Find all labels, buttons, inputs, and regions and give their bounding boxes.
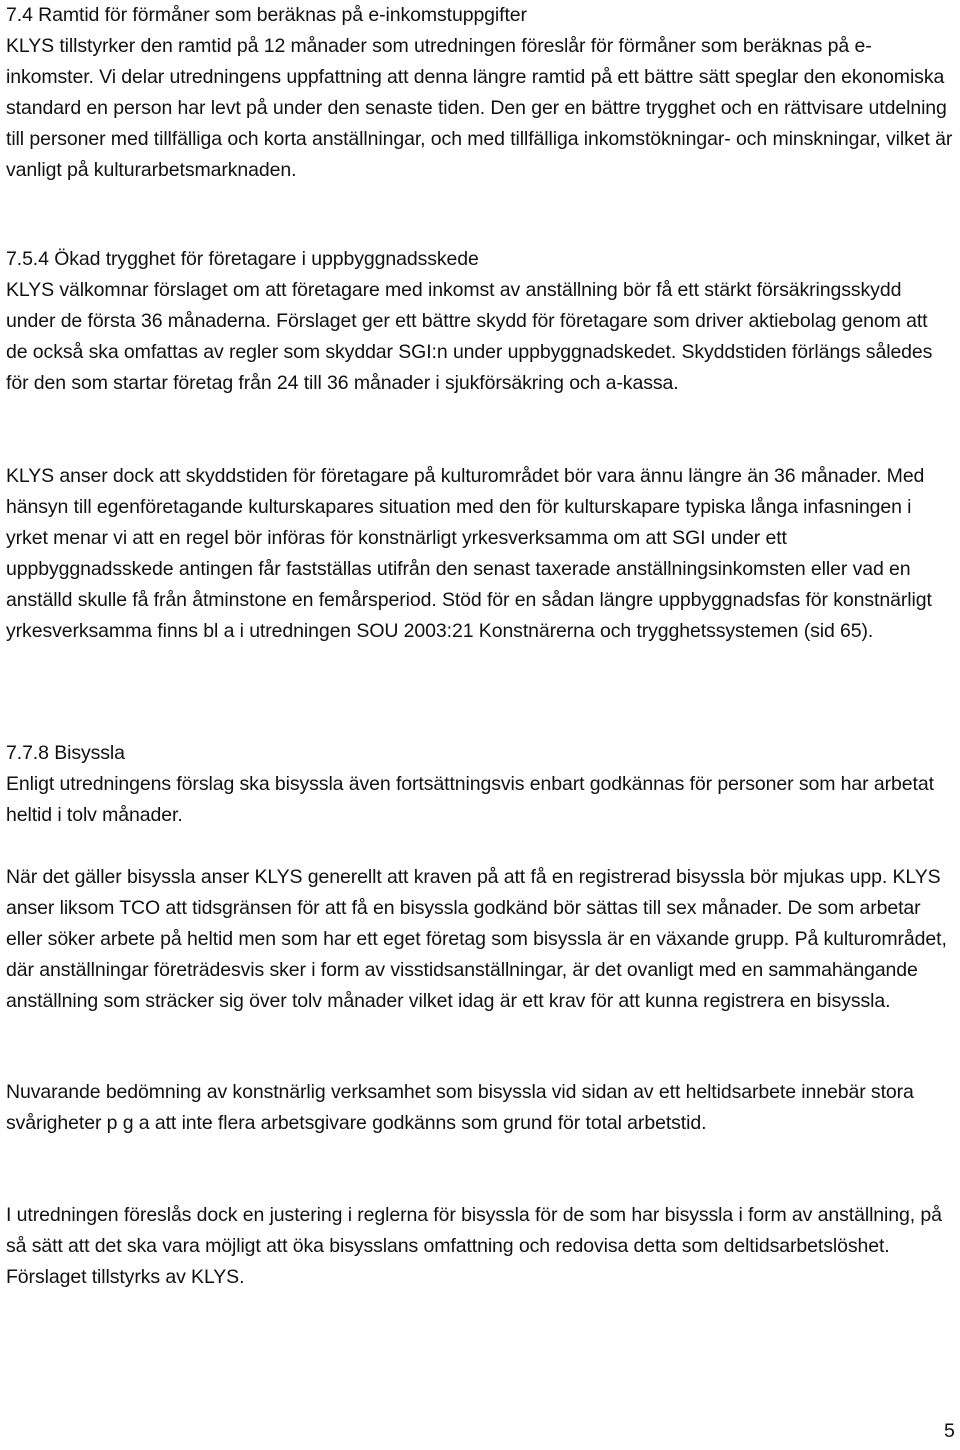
paragraph-text: När det gäller bisyssla anser KLYS generellt att kraven på att få en registrerad bisyssla bör mjukas upp. KLYS anser liksom TCO att tidsgränsen för att få en bisyssla godkänd bör sättas till sex månader. De som arbetar eller söker arbete på heltid men som har ett eget företag som bisyssla är en växande grupp. På kulturområdet, där anställningar företrädesvis sker i form av visstidsanställningar, är det ovanligt med en sammahängande anställning som sträcker sig över tolv månader vilket idag är ett krav för att kunna registrera en bisyssla.: [6, 866, 947, 1012]
paragraph-bedomning: [6, 1077, 954, 1139]
section-body-7-7-8: Enligt utredningens förslag ska bisyssla även fortsättningsvis enbart godkännas för personer som har arbetat heltid i tolv månader.: [6, 773, 934, 826]
section-heading-7-4: 7.4 Ramtid för förmåner som beräknas på e-inkomstuppgifter: [6, 4, 527, 26]
section-7-5-4: [6, 244, 954, 399]
paragraph-justering: [6, 1200, 954, 1293]
page-number: 5: [944, 1420, 955, 1442]
section-heading-7-5-4: 7.5.4 Ökad trygghet för företagare i uppbyggnadsskede: [6, 248, 479, 270]
section-body-7-5-4: KLYS välkomnar förslaget om att företagare med inkomst av anställning bör få ett stärkt försäkringsskydd under de första 36 månaderna. Förslaget ger ett bättre skydd för företagare som driver aktiebolag genom att de också ska omfattas av regler som skyddar SGI:n under uppbyggnadskedet. Skyddstiden förlängs således för den som startar företag från 24 till 36 månader i sjukförsäkring och a-kassa.: [6, 279, 933, 394]
paragraph-text: KLYS anser dock att skyddstiden för företagare på kulturområdet bör vara ännu längre än 36 månader. Med hänsyn till egenföretagande kulturskapares situation med den för kulturskapare typiska långa infasningen i yrket menar vi att en regel bör införas för konstnärligt yrkesverksamma om att SGI under ett uppbyggnadsskede antingen får fastställas utifrån den senast taxerade anställningsinkomsten eller vad en anställd skulle få från åtminstone en femårsperiod. Stöd för en sådan längre uppbyggnadsfas för konstnärligt yrkesverksamma finns bl a i utredningen SOU 2003:21 Konstnärerna och trygghetssystemen (sid 65).: [6, 465, 932, 642]
paragraph-skyddstid: [6, 461, 954, 647]
paragraph-text: Nuvarande bedömning av konstnärlig verksamhet som bisyssla vid sidan av ett heltidsarbete innebär stora svårigheter p g a att inte flera arbetsgivare godkänns som grund för total arbetstid.: [6, 1081, 914, 1134]
paragraph-text: I utredningen föreslås dock en justering i reglerna för bisyssla för de som har bisyssla i form av anställning, på så sätt att det ska vara möjligt att öka bisysslans omfattning och redovisa detta som deltidsarbetslöshet. Förslaget tillstyrks av KLYS.: [6, 1204, 942, 1288]
section-body-7-4: KLYS tillstyrker den ramtid på 12 månader som utredningen föreslår för förmåner som beräknas på e-inkomster. Vi delar utredningens uppfattning att denna längre ramtid på ett bättre sätt speglar den ekonomiska standard en person har levt på under den senaste tiden. Den ger en bättre trygghet och en rättvisare utdelning till personer med tillfälliga och korta anställningar, och med tillfälliga inkomstökningar- och minskningar, vilket är vanligt på kulturarbetsmarknaden.: [6, 35, 953, 181]
section-7-4: [6, 0, 954, 186]
paragraph-bisyssla-krav: [6, 862, 954, 1017]
section-7-7-8: [6, 738, 954, 831]
section-heading-7-7-8: 7.7.8 Bisyssla: [6, 742, 125, 764]
